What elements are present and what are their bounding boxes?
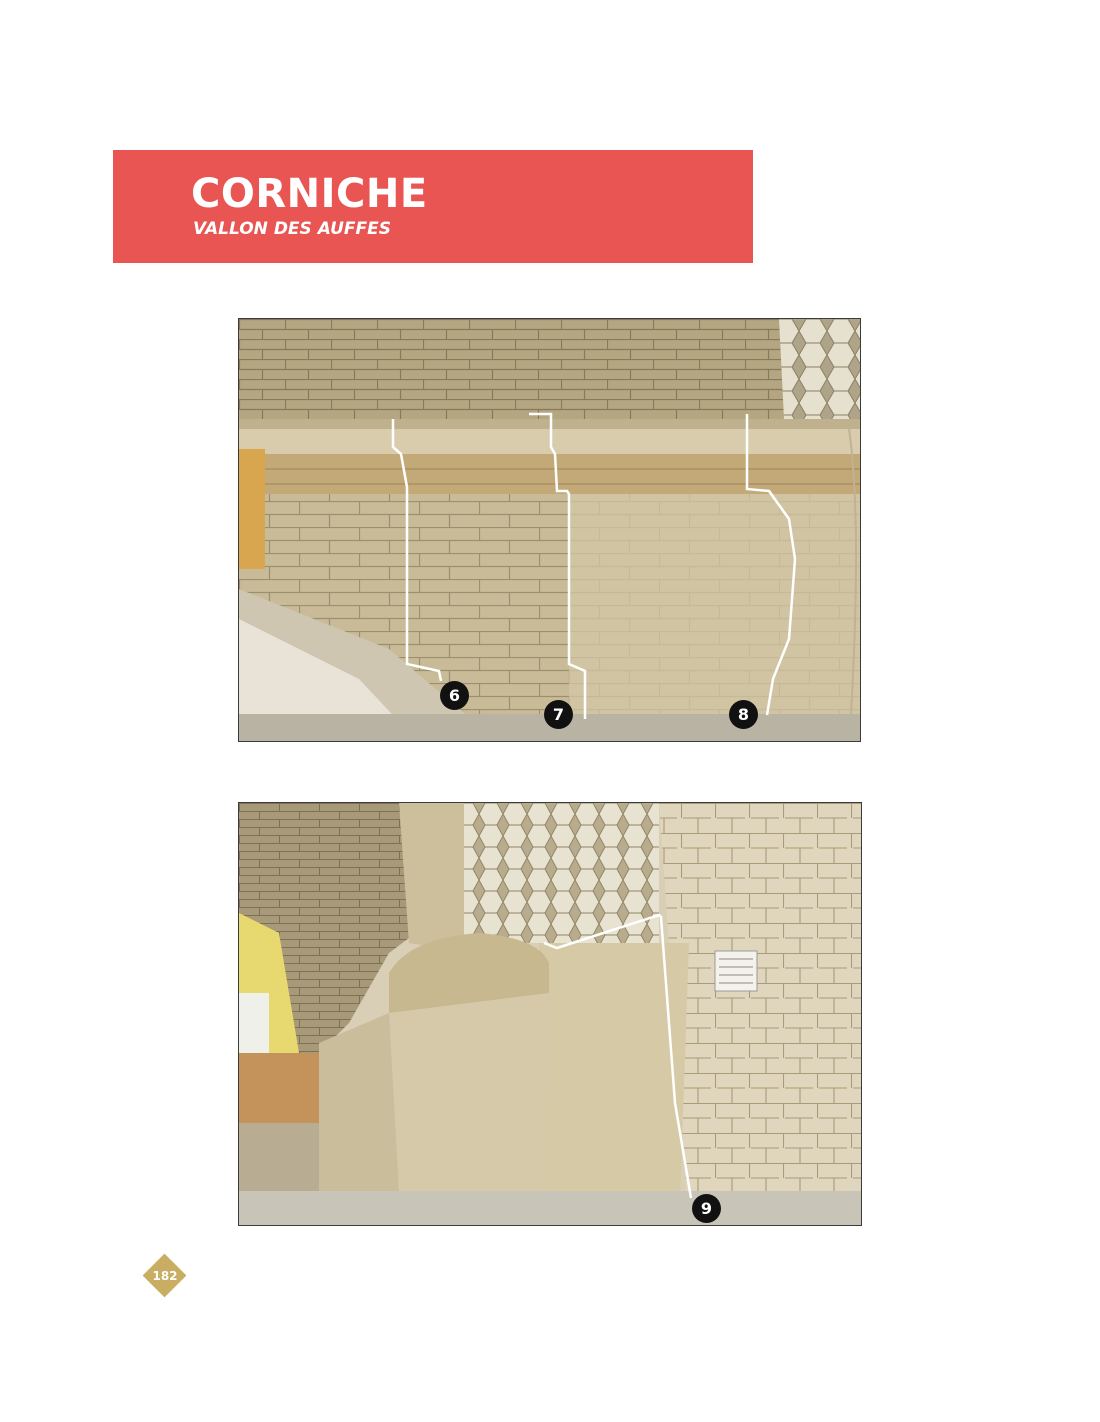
marker-8: 8	[729, 700, 758, 729]
marker-6: 6	[440, 681, 469, 710]
section-title: CORNICHE	[191, 171, 428, 217]
photo-bridge-pillar	[238, 802, 862, 1226]
page-number-badge	[143, 1254, 187, 1298]
marker-7: 7	[544, 700, 573, 729]
marker-9: 9	[692, 1194, 721, 1223]
photo-wall-cornice	[238, 318, 861, 742]
section-banner	[113, 150, 753, 263]
section-subtitle: VALLON DES AUFFES	[193, 219, 391, 239]
page-number: 182	[152, 1269, 178, 1283]
